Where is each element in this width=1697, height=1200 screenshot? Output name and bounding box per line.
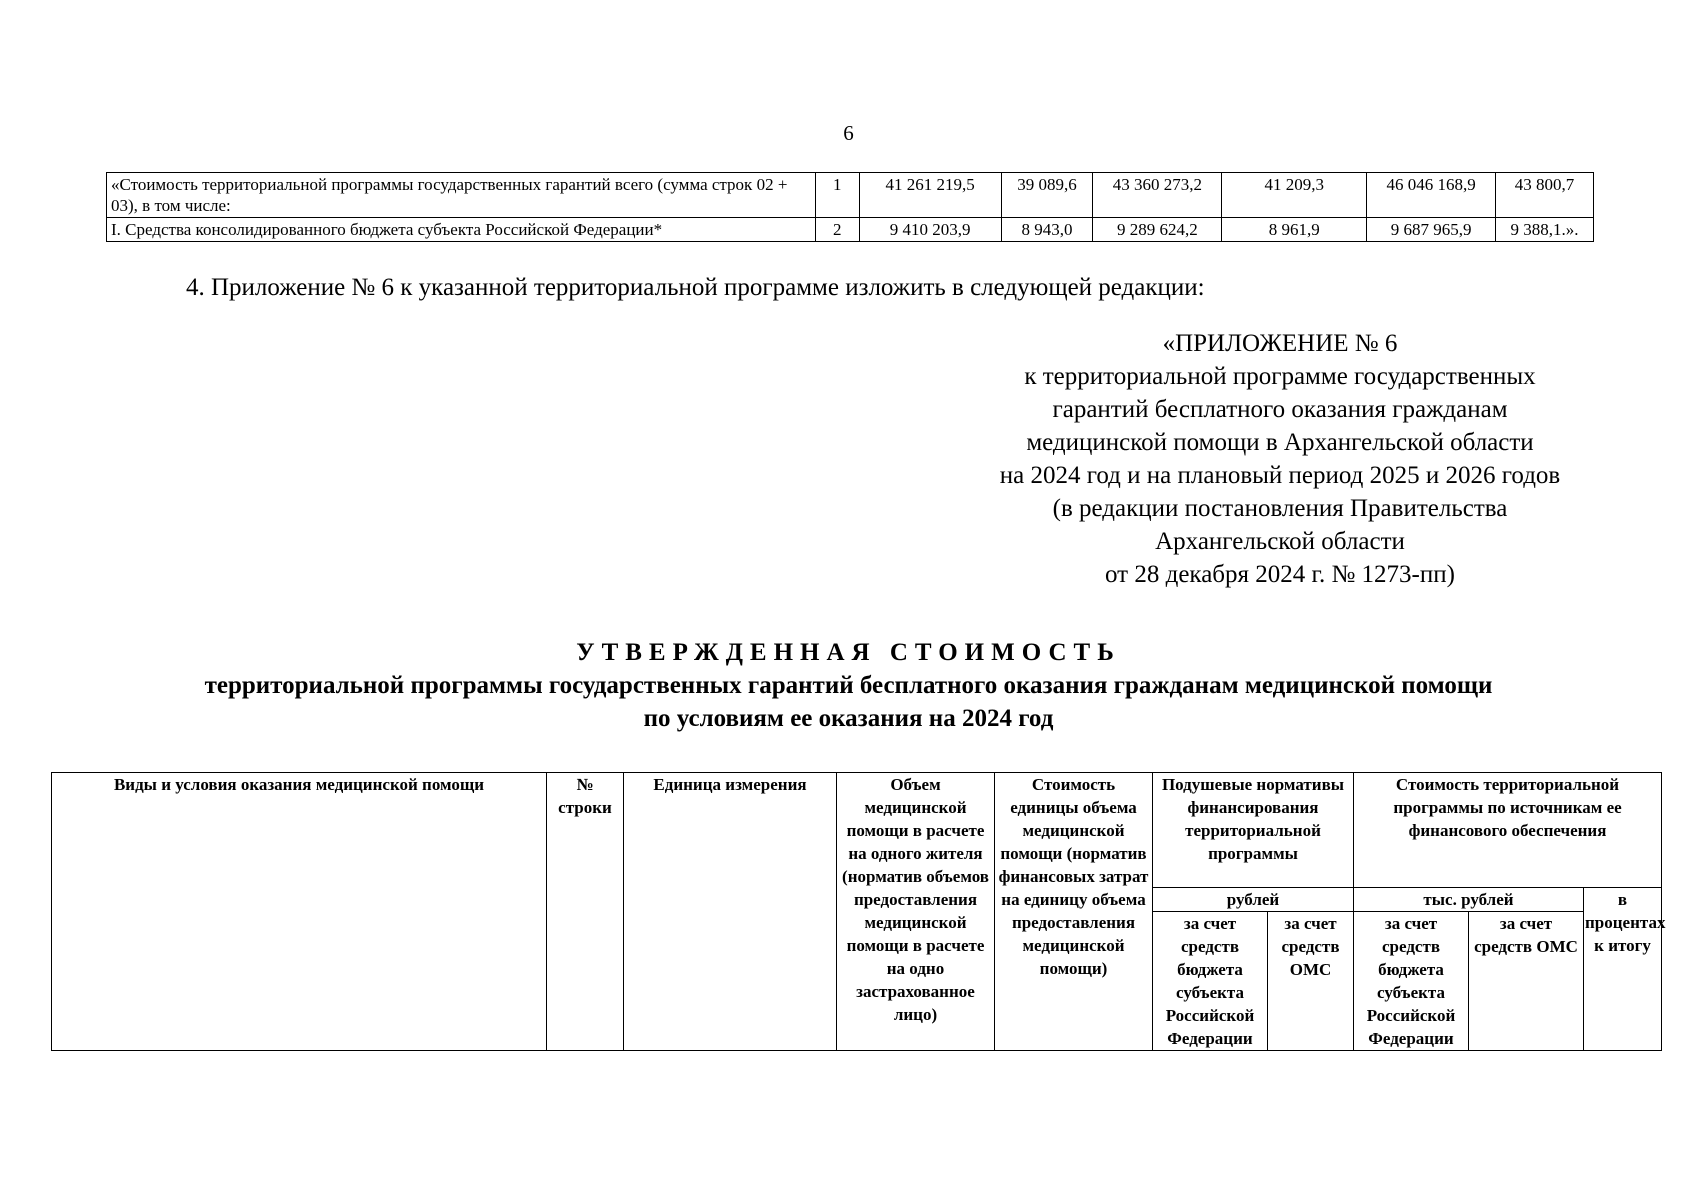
page-number: 6 bbox=[843, 121, 854, 145]
value-cell: 9 410 203,9 bbox=[859, 218, 1001, 242]
value-cell: 43 800,7 bbox=[1496, 173, 1594, 218]
header-cell: Виды и условия оказания медицинской помощи bbox=[52, 773, 547, 1051]
value-cell: 39 089,6 bbox=[1001, 173, 1093, 218]
appendix-line: к территориальной программе государственных bbox=[1024, 363, 1536, 390]
appendix-line: Архангельской области bbox=[1155, 528, 1405, 555]
appendix-line: от 28 декабря 2024 г. № 1273-пп) bbox=[1105, 561, 1455, 588]
header-cell: № строки bbox=[547, 773, 624, 1051]
row-number: 2 bbox=[815, 218, 859, 242]
header-cell: Единица измерения bbox=[624, 773, 837, 1051]
heading-subtitle: по условиям ее оказания на 2024 год bbox=[643, 705, 1054, 732]
row-label: «Стоимость территориальной программы государственных гарантий всего (сумма строк 02 + 03), в том числе: bbox=[107, 173, 816, 218]
header-cell: за счет средств ОМС bbox=[1268, 912, 1354, 1051]
value-cell: 9 687 965,9 bbox=[1367, 218, 1496, 242]
main-table bbox=[51, 772, 1666, 1051]
header-cell: за счет средств бюджета субъекта Российской Федерации bbox=[1354, 912, 1469, 1051]
header-row bbox=[52, 773, 1662, 888]
header-cell: Подушевые нормативы финансирования территориальной программы bbox=[1153, 773, 1354, 888]
header-cell: Стоимость единицы объема медицинской помощи (норматив финансовых затрат на единицу объема предоставления медицинской помощи) bbox=[995, 773, 1153, 1051]
top-table bbox=[106, 172, 1594, 242]
appendix-title: «ПРИЛОЖЕНИЕ № 6 bbox=[1162, 330, 1398, 357]
header-cell: Объем медицинской помощи в расчете на одного жителя (норматив объемов предоставления медицинской помощи в расчете на одно застрахованное лицо) bbox=[837, 773, 995, 1051]
appendix-header bbox=[900, 327, 1660, 591]
header-cell: тыс. рублей bbox=[1354, 888, 1584, 912]
value-cell: 43 360 273,2 bbox=[1093, 173, 1222, 218]
value-cell: 8 943,0 bbox=[1001, 218, 1093, 242]
row-label: I. Средства консолидированного бюджета субъекта Российской Федерации* bbox=[107, 218, 816, 242]
value-cell: 41 209,3 bbox=[1222, 173, 1367, 218]
header-cell: за счет средств ОМС bbox=[1469, 912, 1584, 1051]
header-cell: Стоимость территориальной программы по источникам ее финансового обеспечения bbox=[1354, 773, 1662, 888]
heading-title: УТВЕРЖДЕННАЯ СТОИМОСТЬ bbox=[576, 639, 1121, 666]
table-row bbox=[107, 218, 1594, 242]
value-cell: 8 961,9 bbox=[1222, 218, 1367, 242]
value-cell: 41 261 219,5 bbox=[859, 173, 1001, 218]
appendix-line: на 2024 год и на плановый период 2025 и 2026 годов bbox=[999, 462, 1561, 489]
header-cell: рублей bbox=[1153, 888, 1354, 912]
value-cell: 9 289 624,2 bbox=[1093, 218, 1222, 242]
paragraph-4: 4. Приложение № 6 к указанной территориальной программе изложить в следующей редакции: bbox=[186, 274, 1205, 301]
value-cell: 9 388,1.». bbox=[1496, 218, 1594, 242]
heading-subtitle: территориальной программы государственных гарантий бесплатного оказания гражданам медицинской помощи bbox=[204, 672, 1493, 699]
appendix-line: гарантий бесплатного оказания гражданам bbox=[1052, 396, 1508, 423]
header-cell: за счет средств бюджета субъекта Российской Федерации bbox=[1153, 912, 1268, 1051]
row-number: 1 bbox=[815, 173, 859, 218]
value-cell: 46 046 168,9 bbox=[1367, 173, 1496, 218]
header-cell: в процентах к итогу bbox=[1584, 888, 1662, 1051]
document-heading bbox=[0, 636, 1697, 735]
appendix-line: (в редакции постановления Правительства bbox=[1052, 495, 1508, 522]
appendix-line: медицинской помощи в Архангельской области bbox=[1026, 429, 1534, 456]
table-row bbox=[107, 173, 1594, 218]
